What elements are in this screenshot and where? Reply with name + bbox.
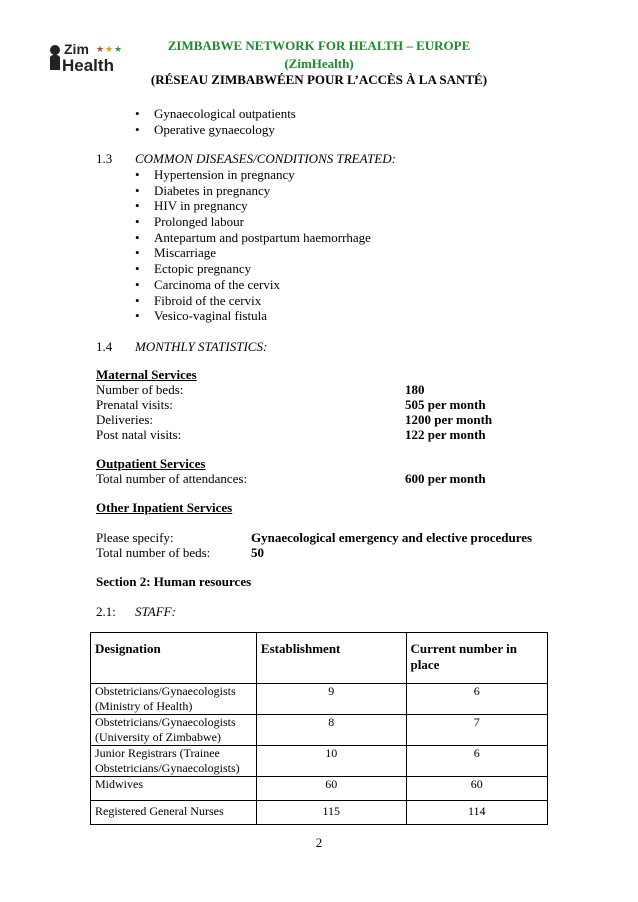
column-header: Designation [91, 633, 257, 684]
section-number: 1.3 [96, 151, 113, 166]
stat-value: 600 per month [405, 471, 486, 486]
current-cell: 6 [406, 684, 547, 715]
table-row [91, 684, 548, 715]
current-cell: 60 [406, 777, 547, 801]
table-row [91, 801, 548, 825]
org-name: ZIMBABWE NETWORK FOR HEALTH – EUROPE [167, 38, 471, 53]
svg-text:Zim: Zim [64, 41, 89, 57]
specify-label: Please specify: [96, 530, 174, 545]
stat-label: Post natal visits: [96, 427, 182, 442]
establishment-cell: 9 [256, 684, 406, 715]
stat-label: Number of beds: [96, 382, 184, 397]
section-title: COMMON DISEASES/CONDITIONS TREATED: [135, 151, 396, 166]
section-number: 2.1: [96, 604, 116, 619]
specify-value: Gynaecological emergency and elective procedures [251, 530, 533, 545]
current-cell: 6 [406, 746, 547, 777]
list-item: • Operative gynaecology [135, 122, 296, 138]
list-item: • Hypertension in pregnancy [135, 167, 371, 183]
svg-text:★: ★ [96, 44, 105, 54]
stat-value: 122 per month [405, 427, 486, 442]
column-header: Establishment [256, 633, 406, 684]
section-title: MONTHLY STATISTICS: [135, 339, 268, 354]
svg-text:★: ★ [114, 44, 123, 54]
list-item: • Prolonged labour [135, 214, 371, 230]
page-number: 2 [315, 835, 323, 850]
org-french-name: (RÉSEAU ZIMBABWÉEN POUR L’ACCÈS À LA SANTÉ) [150, 72, 488, 87]
table-row [91, 746, 548, 777]
designation-cell: Junior Registrars (Trainee Obstetricians/Gynaecologists) [91, 746, 257, 777]
establishment-cell: 60 [256, 777, 406, 801]
list-item: • Antepartum and postpartum haemorrhage [135, 230, 371, 246]
list-item: • Diabetes in pregnancy [135, 183, 371, 199]
section-heading: Section 2: Human resources [96, 574, 252, 589]
stat-value: 505 per month [405, 397, 486, 412]
list-item: • Miscarriage [135, 245, 371, 261]
table-header-row [91, 633, 548, 684]
designation-cell: Obstetricians/Gynaecologists (Ministry of Health) [91, 684, 257, 715]
beds-label: Total number of beds: [96, 545, 211, 560]
list-item: • Vesico-vaginal fistula [135, 308, 371, 324]
establishment-cell: 10 [256, 746, 406, 777]
current-cell: 7 [406, 715, 547, 746]
list-item: • HIV in pregnancy [135, 198, 371, 214]
svg-text:Health: Health [62, 56, 114, 75]
outpatient-heading: Outpatient Services [96, 456, 206, 471]
top-bullet-list [135, 106, 296, 137]
org-short-name: (ZimHealth) [284, 56, 354, 71]
column-header: Current number in place [406, 633, 547, 684]
svg-text:★: ★ [105, 44, 114, 54]
maternal-heading: Maternal Services [96, 367, 197, 382]
list-item: • Ectopic pregnancy [135, 261, 371, 277]
establishment-cell: 8 [256, 715, 406, 746]
beds-value: 50 [251, 545, 264, 560]
conditions-list [135, 167, 371, 324]
list-item: • Gynaecological outpatients [135, 106, 296, 122]
stat-label: Total number of attendances: [96, 471, 248, 486]
current-cell: 114 [406, 801, 547, 825]
table-row [91, 715, 548, 746]
other-inpatient-heading: Other Inpatient Services [96, 500, 233, 515]
establishment-cell: 115 [256, 801, 406, 825]
table-row [91, 777, 548, 801]
stat-label: Prenatal visits: [96, 397, 173, 412]
list-item: • Carcinoma of the cervix [135, 277, 371, 293]
section-number: 1.4 [96, 339, 113, 354]
stat-value: 1200 per month [405, 412, 493, 427]
section-title: STAFF: [135, 604, 176, 619]
stat-label: Deliveries: [96, 412, 154, 427]
designation-cell: Midwives [91, 777, 257, 801]
designation-cell: Obstetricians/Gynaecologists (University of Zimbabwe) [91, 715, 257, 746]
list-item: • Fibroid of the cervix [135, 293, 371, 309]
stat-value: 180 [405, 382, 425, 397]
staff-table [90, 632, 548, 825]
designation-cell: Registered General Nurses [91, 801, 257, 825]
